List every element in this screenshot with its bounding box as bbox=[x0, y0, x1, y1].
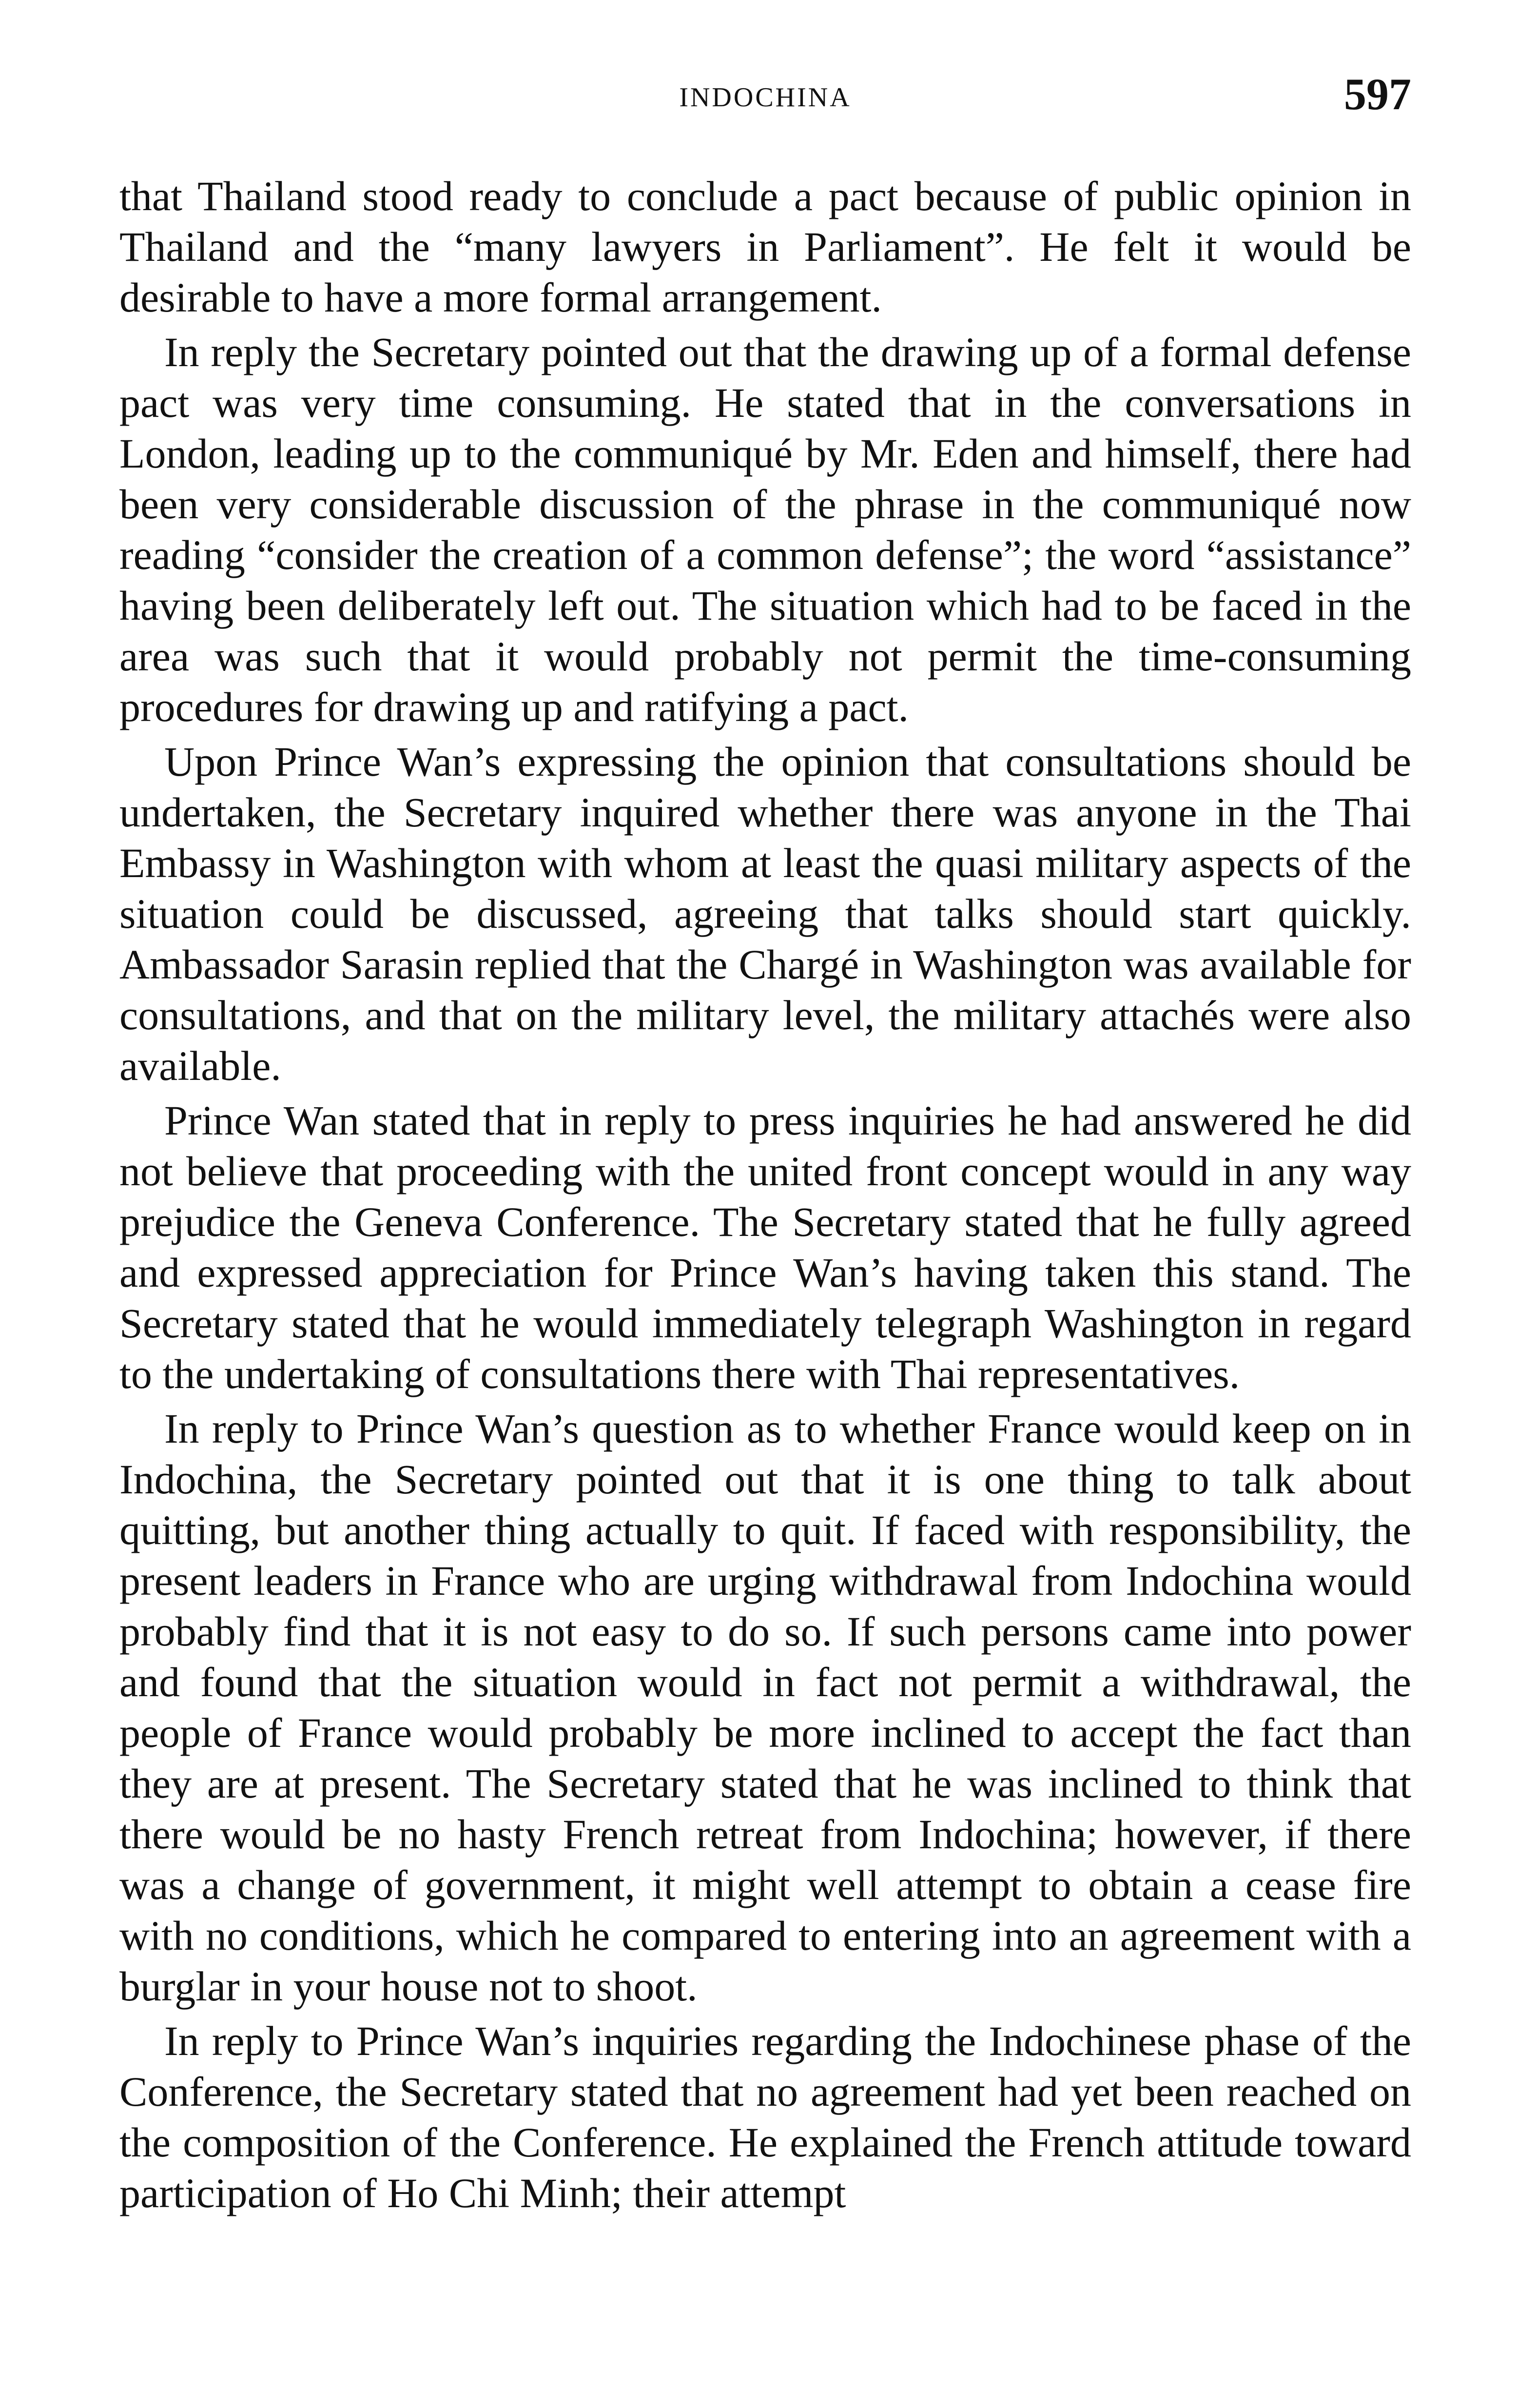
page-number: 597 bbox=[1344, 69, 1411, 119]
paragraph: Upon Prince Wan’s expressing the opinion that consultations should be undertaken, the Secretary inquired whether there was anyone in the Thai Embassy in Washington with whom at least the quasi military aspects of the situation could be discussed, agreeing that talks should start quickly. Ambassador Sarasin replied that the Chargé in Washington was available for consultations, and that on the military level, the military attachés were also available. bbox=[119, 738, 1411, 1089]
paragraph: In reply the Secretary pointed out that the drawing up of a formal defense pact was very time consuming. He stated that in the conversations in London, leading up to the communiqué by Mr. Eden and himself, there had been very considerable discussion of the phrase in the communiqué now reading “consider the creation of a common defense”; the word “assistance” having been deliberately left out. The situation which had to be faced in the area was such that it would probably not permit the time-consuming procedures for drawing up and ratifying a pact. bbox=[119, 329, 1411, 730]
body-text bbox=[119, 171, 1411, 2218]
running-head: INDOCHINA bbox=[679, 82, 852, 113]
page-header bbox=[119, 68, 1411, 132]
paragraph: In reply to Prince Wan’s question as to whether France would keep on in Indochina, the Secretary pointed out that it is one thing to talk about quitting, but another thing actually to quit. If faced with responsibility, the present leaders in France who are urging withdrawal from Indochina would probably find that it is not easy to do so. If such persons came into power and found that the situation would in fact not permit a withdrawal, the people of France would probably be more inclined to accept the fact than they are at present. The Secretary stated that he was inclined to think that there would be no hasty French retreat from Indochina; however, if there was a change of government, it might well attempt to obtain a cease fire with no conditions, which he compared to entering into an agreement with a burglar in your house not to shoot. bbox=[119, 1405, 1411, 2010]
document-page bbox=[119, 68, 1411, 2222]
paragraph: Prince Wan stated that in reply to press inquiries he had answered he did not believe that proceeding with the united front concept would in any way prejudice the Geneva Conference. The Secretary stated that he fully agreed and expressed appreciation for Prince Wan’s having taken this stand. The Secretary stated that he would immediately telegraph Washington in regard to the undertaking of consultations there with Thai representatives. bbox=[119, 1097, 1411, 1397]
paragraph: In reply to Prince Wan’s inquiries regarding the Indochinese phase of the Conference, the Secretary stated that no agreement had yet been reached on the composition of the Conference. He explained the French attitude toward participation of Ho Chi Minh; their attempt bbox=[119, 2017, 1411, 2216]
paragraph: that Thailand stood ready to conclude a pact because of public opinion in Thailand and the “many lawyers in Parliament”. He felt it would be desirable to have a more formal arrangement. bbox=[119, 173, 1411, 321]
